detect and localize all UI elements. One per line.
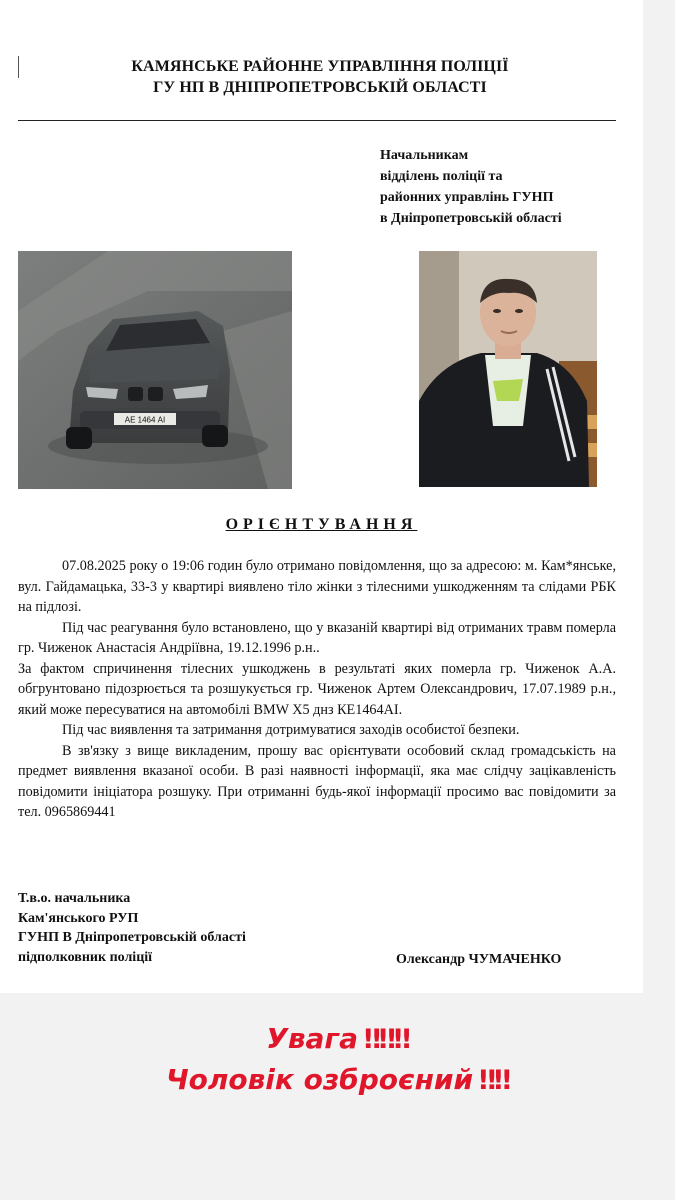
addressee-line: районних управлінь ГУНП	[380, 190, 554, 205]
body-paragraph: Під час виявлення та затримання дотримуватися заходів особистої безпеки.	[62, 722, 520, 738]
car-photo	[18, 251, 292, 489]
warning-text: Увага	[266, 1022, 358, 1055]
car-photo-image	[18, 251, 292, 489]
signature-block	[18, 889, 348, 967]
body-paragraph: В зв'язку з вище викладеним, прошу вас орієнтувати особовий склад громадськість на предмет виявлення вказаної особи. В разі наявності інформації, яка має слідчу зацікавленість повідомити ініціатора розшуку. При отриманні будь-якої інформації просимо вас повідомити за тел. 0965869441	[18, 742, 616, 820]
header-line-2: ГУ НП В ДНІПРОПЕТРОВСЬКІЙ ОБЛАСТІ	[153, 79, 487, 96]
addressee-line: відділень поліції та	[380, 169, 503, 184]
exclamation-icon: ‼‼	[479, 1065, 510, 1096]
header-divider	[18, 120, 616, 121]
body-paragraph: За фактом спричинення тілесних ушкоджень в результаті яких померла гр. Чиженок А.А. обгрунтовано підозрюється та розшукується гр. Чиженок Артем Олександрович, 17.07.1989 р.н., який може пересуватися на автомобілі BMW X5 днз КЕ1464АІ.	[18, 660, 616, 718]
document-title-text: ОРІЄНТУВАННЯ	[225, 516, 418, 533]
signature-line: Кам'янського РУП	[18, 910, 139, 926]
signature-line: Т.в.о. начальника	[18, 891, 131, 906]
body-paragraph: 07.08.2025 року о 19:06 годин було отримано повідомлення, що за адресою: м. Кам*янське, вул. Гайдамацька, 33-3 у квартирі виявлено тіло жінки з тілесними ушкодженням та слідами РБК на підлозі.	[18, 558, 616, 615]
addressee-block	[380, 145, 630, 229]
document-title	[0, 516, 643, 534]
addressee-line: в Дніпропетровській області	[380, 211, 562, 226]
body-paragraph: Під час реагування було встановлено, що у вказаній квартирі від отриманих травм померла гр. Чиженок Анастасія Андріївна, 19.12.1996 р.н..	[18, 619, 616, 656]
warning-line-1	[0, 1022, 675, 1055]
car-plate-text: АЕ 1464 АІ	[124, 415, 166, 425]
document-body	[18, 556, 616, 823]
header-line-1: КАМЯНСЬКЕ РАЙОННЕ УПРАВЛІННЯ ПОЛІЦІЇ	[131, 58, 509, 75]
signatory-name: Олександр ЧУМАЧЕНКО	[396, 952, 562, 967]
document-header	[60, 56, 580, 98]
suspect-photo	[419, 251, 597, 487]
signature-line: підполковник поліції	[18, 949, 153, 965]
exclamation-icon: ‼‼‼	[363, 1024, 409, 1055]
scan-edge-mark	[18, 56, 19, 78]
addressee-line: Начальникам	[380, 148, 469, 163]
warning-line-2	[0, 1063, 675, 1096]
suspect-photo-image	[419, 251, 597, 487]
signature-line: ГУНП В Дніпропетровській області	[18, 930, 246, 945]
warning-text: Чоловік озброєний	[165, 1063, 474, 1096]
